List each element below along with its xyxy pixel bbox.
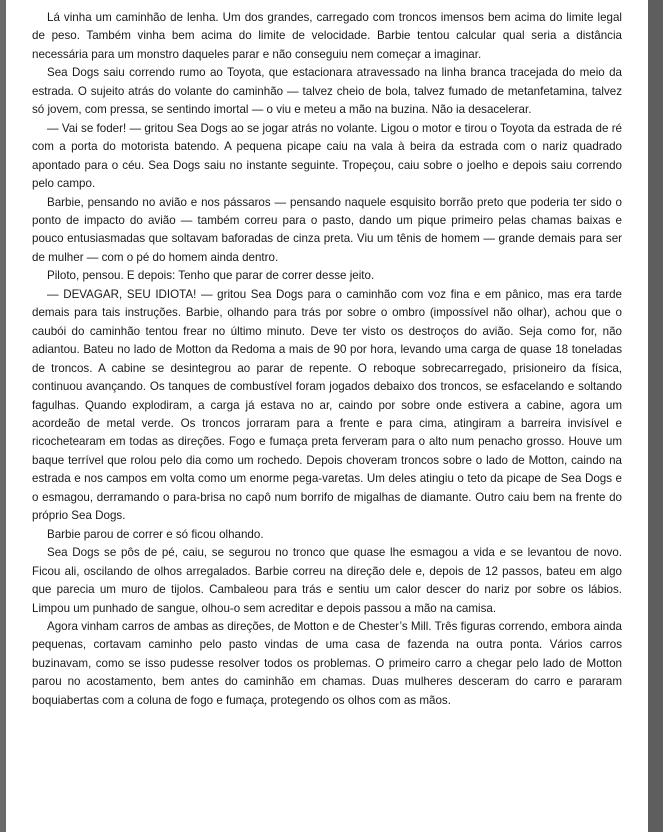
body-text — [32, 9, 622, 710]
paragraph-5: Piloto, pensou. E depois: Tenho que parar de correr desse jeito. — [47, 269, 375, 283]
paragraph-2: Sea Dogs saiu correndo rumo ao Toyota, que estacionara atravessado na linha branca tracejada do meio da estrada. O sujeito atrás do volante do caminhão — talvez cheio de bola, talvez fumado de metanfetamina, talvez só jovem, com pressa, se sentindo imortal — o viu e meteu a mão na buzina. Não ia desacelerar. — [32, 66, 622, 117]
paragraph-7: Barbie parou de correr e só ficou olhando. — [47, 527, 264, 541]
paragraph-1: Lá vinha um caminhão de lenha. Um dos grandes, carregado com troncos imensos bem acima do limite legal de peso. Também vinha bem acima do limite de velocidade. Barbie tentou calcular qual seria a distância necessária para um monstro daqueles parar e não conseguiu nem começar a imaginar. — [32, 11, 622, 61]
paragraph-9: Agora vinham carros de ambas as direções, de Motton e de Chester’s Mill. Três figuras correndo, embora ainda pequenas, cortavam caminho pelo pasto vindas de uma casa de fazenda na outra ponta. Vários carros buzinavam, como se isso pudesse resolver todos os problemas. O primeiro carro a chegar pelo lado de Motton parou no acostamento, bem antes do caminhão em chamas. Duas mulheres desceram do carro e pararam boquiabertas com a coluna de fogo e fumaça, protegendo os olhos com as mãos. — [32, 619, 622, 707]
paragraph-4: Barbie, pensando no avião e nos pássaros — pensando naquele esquisito borrão preto que poderia ter sido o ponto de impacto do avião — também correu para o pasto, dando um pique primeiro pelas chamas baixas e pouco entusiasmadas que soltavam baforadas de cinza preta. Viu um tênis de homem — grande demais para ser de mulher — com o pé do homem ainda dentro. — [32, 195, 622, 264]
paragraph-6: — DEVAGAR, SEU IDIOTA! — gritou Sea Dogs para o caminhão com voz fina e em pânico, mas era tarde demais para tais instruções. Barbie, olhando para trás por sobre o ombro (impossível não olhar), achou que o caubói do caminhão tentou frear no último minuto. Deve ter visto os destroços do avião. Seja como for, não adiantou. Bateu no lado de Motton da Redoma a mais de 90 por hora, levando uma carga de quase 18 toneladas de troncos. A cabine se desintegrou ao parar de repente. O reboque sobrecarregado, prisioneiro da física, continuou avançando. Os tanques de combustível foram jogados debaixo dos troncos, se esfacelando e soltando fagulhas. Quando explodiram, a carga já estava no ar, caindo por sobre onde estivera a cabine, agora um acordeão de metal verde. Os troncos jorraram para a frente e para cima, atingiram a barreira invisível e ricochetearam em todas as direções. Fogo e fumaça preta ferveram para o alto num penacho grosso. Houve um baque terrível que rolou pelo dia como um rochedo. Depois choveram troncos sobre o lado de Motton, caindo na estrada e nos campos em volta como um enorme pega-varetas. Um deles atingiu o teto da picape de Sea Dogs e o esmagou, derramando o para-brisa no capô num borrifo de migalhas de diamante. Outro caiu bem na frente do próprio Sea Dogs. — [32, 287, 622, 523]
paragraph-3: — Vai se foder! — gritou Sea Dogs ao se jogar atrás no volante. Ligou o motor e tirou o Toyota da estrada de ré com a porta do motorista batendo. A pequena picape caiu na vala à beira da estrada com o nariz quadrado apontado para o céu. Sea Dogs saiu no instante seguinte. Tropeçou, caiu sobre o joelho e depois saiu correndo pelo campo. — [32, 121, 622, 191]
document-page — [6, 0, 648, 832]
viewer-background-strip — [648, 0, 663, 832]
paragraph-8: Sea Dogs se pôs de pé, caiu, se segurou no tronco que quase lhe esmagou a vida e se levantou de novo. Ficou ali, oscilando de olhos arregalados. Barbie correu na direção dele e, depois de 12 passos, bateu em algo que parecia um muro de tijolos. Cambaleou para trás e sentiu um calor descer do nariz por sobre os lábios. Limpou um punhado de sangue, olhou-o sem acreditar e depois passou a mão na camisa. — [32, 546, 622, 615]
